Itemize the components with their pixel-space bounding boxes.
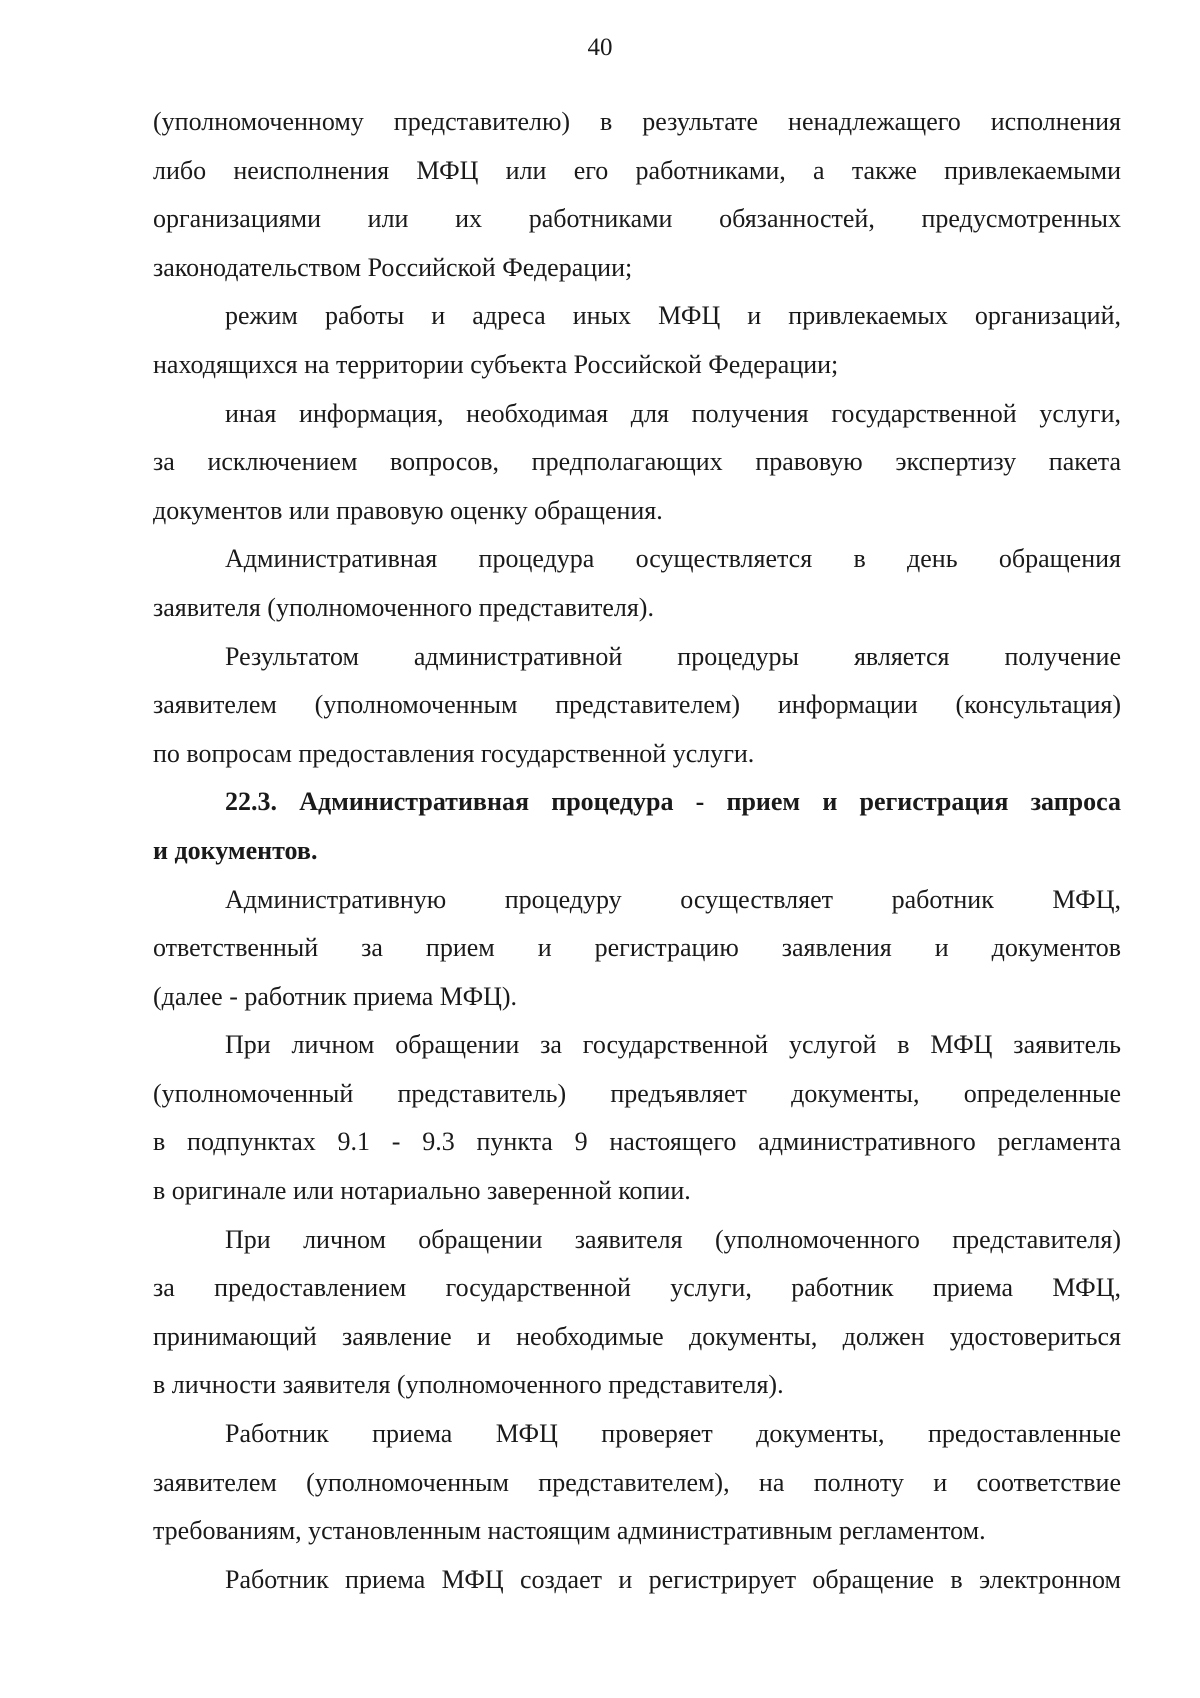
text-line: Работник приема МФЦ проверяет документы, предоставленные [225,1419,1121,1449]
text-line: иная информация, необходимая для получения государственной услуги, [225,398,1121,428]
text-line: требованиям, установленным настоящим административным регламентом. [153,1516,986,1546]
text-line: (далее - работник приема МФЦ). [153,981,518,1011]
paragraph [153,1410,1121,1556]
text-line: в подпунктах 9.1 - 9.3 пункта 9 настоящего административного регламента [153,1127,1121,1157]
text-line: При личном обращении за государственной услугой в МФЦ заявитель [225,1030,1121,1060]
paragraph [153,98,1121,292]
text-line: Административную процедуру осуществляет работник МФЦ, [225,884,1121,914]
text-line: заявителем (уполномоченным представителем), на полноту и соответствие [153,1467,1121,1497]
text-line: либо неисполнения МФЦ или его работниками, а также привлекаемыми [153,155,1121,185]
text-line: Административная процедура осуществляется в день обращения [225,544,1121,574]
paragraph [153,535,1121,632]
paragraph [153,633,1121,779]
text-line: 22.3. Административная процедура - прием и регистрация запроса [225,787,1121,817]
text-line: (уполномоченному представителю) в результате ненадлежащего исполнения [153,107,1121,136]
text-line: за предоставлением государственной услуги, работник приема МФЦ, [153,1273,1121,1303]
text-line: принимающий заявление и необходимые документы, должен удостовериться [153,1321,1121,1351]
text-line: находящихся на территории субъекта Российской Федерации; [153,349,839,379]
text-line: в оригинале или нотариально заверенной копии. [153,1176,691,1206]
text-line: ответственный за прием и регистрацию заявления и документов [153,933,1121,963]
page-number: 40 [587,34,613,61]
text-line: заявителем (уполномоченным представителем) информации (консультация) [153,690,1121,720]
text-line: и документов. [153,835,318,865]
text-line: в личности заявителя (уполномоченного представителя). [153,1370,784,1400]
paragraph [153,1021,1121,1215]
text-line: документов или правовую оценку обращения. [153,495,663,525]
paragraph [153,1556,1121,1605]
text-line: режим работы и адреса иных МФЦ и привлекаемых организаций, [225,301,1121,331]
text-line: законодательством Российской Федерации; [153,252,633,282]
paragraph [153,1216,1121,1410]
text-line: организациями или их работниками обязанностей, предусмотренных [153,204,1121,234]
paragraph [153,876,1121,1022]
text-line: (уполномоченный представитель) предъявляет документы, определенные [153,1078,1121,1108]
document-body [153,98,1121,1604]
section-heading [153,778,1121,875]
text-line: по вопросам предоставления государственной услуги. [153,738,755,768]
text-line: за исключением вопросов, предполагающих правовую экспертизу пакета [153,447,1121,477]
paragraph [153,390,1121,536]
text-line: Работник приема МФЦ создает и регистрирует обращение в электронном [225,1564,1121,1594]
text-line: заявителя (уполномоченного представителя). [153,592,654,622]
text-line: Результатом административной процедуры является получение [225,641,1121,671]
paragraph [153,292,1121,389]
text-line: При личном обращении заявителя (уполномоченного представителя) [225,1224,1121,1254]
